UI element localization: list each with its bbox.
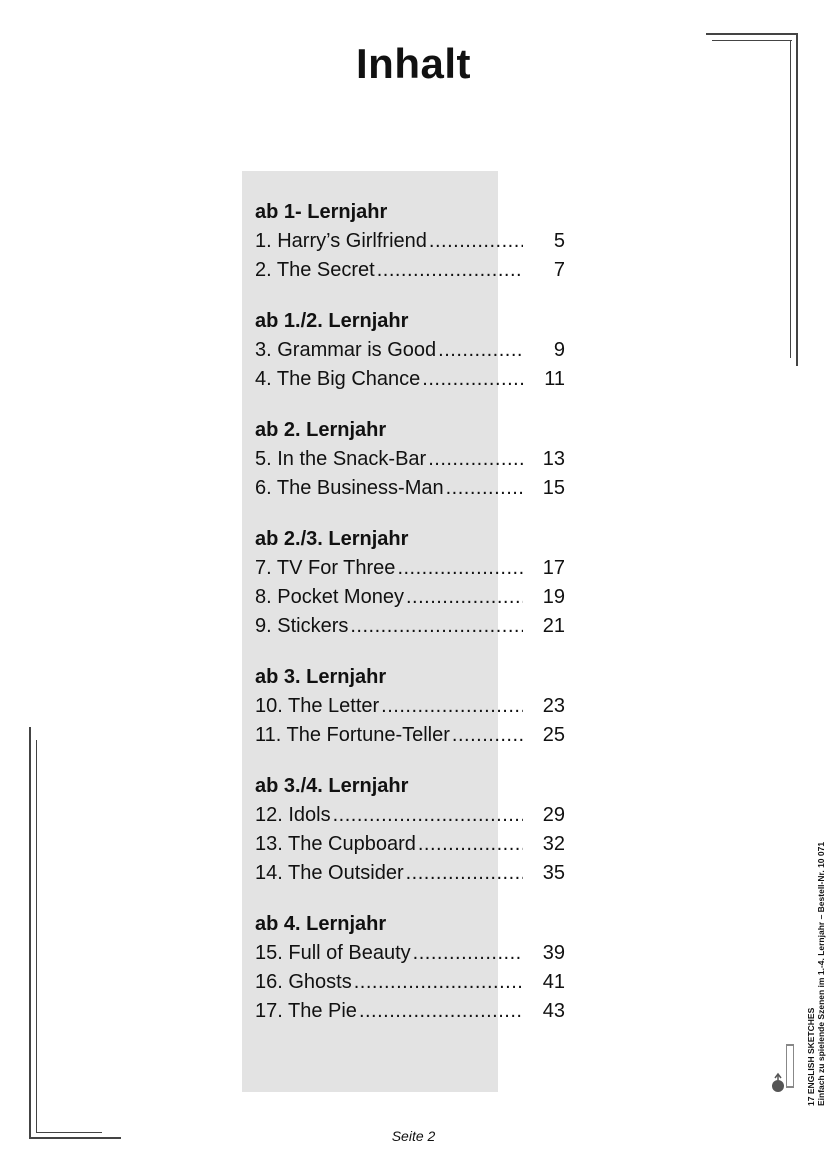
toc-section: [255, 663, 575, 750]
toc-section: [255, 198, 575, 285]
toc-entry: [255, 227, 575, 256]
toc-entry: [255, 583, 575, 612]
dot-leader: [406, 859, 523, 888]
toc-entry-title: 4. The Big Chance: [255, 368, 421, 390]
frame-line: [36, 740, 37, 1133]
dot-leader: [377, 256, 523, 285]
dot-leader: [428, 445, 523, 474]
toc-entry: [255, 336, 575, 365]
toc-entry-title: 13. The Cupboard: [255, 833, 416, 855]
toc-entry: [255, 692, 575, 721]
toc-entry-page: 13: [542, 448, 565, 470]
dot-leader: [413, 939, 523, 968]
toc-entry: [255, 474, 575, 503]
toc-entry-page: 43: [542, 1000, 565, 1022]
toc-entry-title: 6. The Business-Man: [255, 477, 444, 499]
toc-entry: [255, 830, 575, 859]
table-of-contents: [255, 198, 575, 1048]
toc-entry-page: 23: [542, 695, 565, 717]
toc-entry-title: 3. Grammar is Good: [255, 339, 437, 361]
section-heading: ab 1- Lernjahr: [255, 201, 388, 223]
toc-entry: [255, 968, 575, 997]
section-heading: ab 3./4. Lernjahr: [255, 775, 409, 797]
toc-section: [255, 910, 575, 1026]
section-heading: ab 1./2. Lernjahr: [255, 310, 409, 332]
toc-entry-page: 21: [542, 615, 565, 637]
series-title: 17 ENGLISH SKETCHES: [806, 1007, 816, 1106]
publisher-logo: [770, 1034, 798, 1096]
toc-section: [255, 416, 575, 503]
dot-leader: [418, 830, 523, 859]
dot-leader: [381, 692, 523, 721]
dot-leader: [422, 365, 523, 394]
dot-leader: [359, 997, 523, 1026]
toc-section: [255, 525, 575, 641]
section-heading: ab 2./3. Lernjahr: [255, 528, 409, 550]
dot-leader: [397, 554, 523, 583]
toc-entry: [255, 256, 575, 285]
toc-entry-page: 32: [542, 833, 565, 855]
toc-entry-title: 1. Harry’s Girlfriend: [255, 230, 427, 252]
toc-entry: [255, 612, 575, 641]
section-heading: ab 3. Lernjahr: [255, 666, 387, 688]
toc-entry: [255, 445, 575, 474]
toc-section: [255, 307, 575, 394]
section-heading: ab 2. Lernjahr: [255, 419, 387, 441]
page-number: Seite 2: [391, 1128, 436, 1144]
toc-entry-page: 5: [553, 230, 565, 252]
page-title: Inhalt: [356, 40, 471, 87]
dot-leader: [452, 721, 523, 750]
toc-entry-title: 12. Idols: [255, 804, 331, 826]
toc-entry-title: 2. The Secret: [255, 259, 375, 281]
toc-entry-title: 17. The Pie: [255, 1000, 357, 1022]
toc-entry-title: 16. Ghosts: [255, 971, 352, 993]
toc-entry-title: 10. The Letter: [255, 695, 380, 717]
dot-leader: [429, 227, 523, 256]
toc-entry: [255, 365, 575, 394]
toc-entry-page: 9: [553, 339, 565, 361]
toc-entry-page: 17: [542, 557, 565, 579]
toc-entry-title: 11. The Fortune-Teller: [255, 724, 450, 746]
toc-entry-page: 35: [542, 862, 565, 884]
toc-entry: [255, 554, 575, 583]
frame-line: [29, 727, 31, 1139]
dot-leader: [354, 968, 523, 997]
toc-entry-page: 29: [542, 804, 565, 826]
dot-leader: [350, 612, 523, 641]
toc-entry-page: 11: [544, 368, 565, 390]
dot-leader: [406, 583, 523, 612]
toc-entry-title: 15. Full of Beauty: [255, 942, 411, 964]
toc-entry: [255, 721, 575, 750]
toc-entry: [255, 801, 575, 830]
toc-entry-page: 7: [553, 259, 565, 281]
dot-leader: [446, 474, 523, 503]
toc-entry: [255, 997, 575, 1026]
dot-leader: [333, 801, 523, 830]
toc-entry: [255, 859, 575, 888]
sidebar-imprint: [806, 686, 826, 1106]
toc-entry-title: 8. Pocket Money: [255, 586, 404, 608]
toc-entry: [255, 939, 575, 968]
frame-line: [706, 33, 798, 35]
toc-section: [255, 772, 575, 888]
toc-entry-page: 39: [542, 942, 565, 964]
toc-entry-page: 19: [542, 586, 565, 608]
toc-entry-title: 14. The Outsider: [255, 862, 404, 884]
series-subtitle: Einfach zu spielende Szenen im 1.-4. Lernjahr – Bestell-Nr. 10 071: [816, 841, 826, 1106]
toc-entry-title: 5. In the Snack-Bar: [255, 448, 427, 470]
toc-entry-title: 9. Stickers: [255, 615, 349, 637]
toc-entry-page: 41: [542, 971, 565, 993]
toc-entry-page: 25: [542, 724, 565, 746]
toc-entry-title: 7. TV For Three: [255, 557, 396, 579]
dot-leader: [438, 336, 523, 365]
toc-entry-page: 15: [542, 477, 565, 499]
section-heading: ab 4. Lernjahr: [255, 913, 387, 935]
